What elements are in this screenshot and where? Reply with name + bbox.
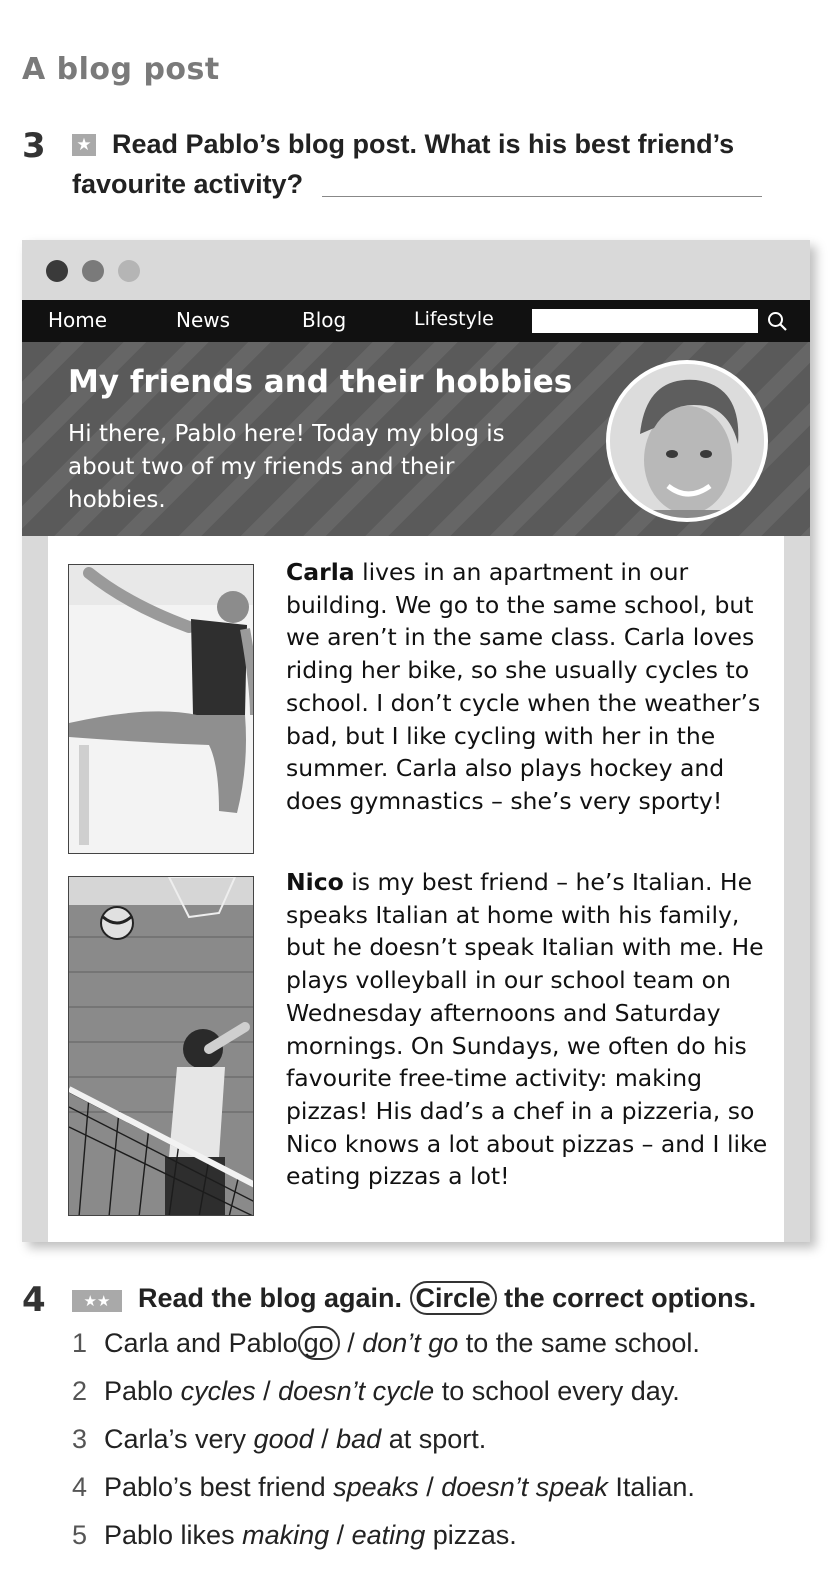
nico-text: is my best friend – he’s Italian. He speaks Italian at home with his family, but he doesn’t speak Italian with me. He plays volleyball in our school team on Wednesday afternoons and Saturday mornings. On Sundays, we often do his favourite free-time activity: making pizzas! His dad’s a chef in a pizzeria, so Nico knows a lot about pizzas – and I like eating pizzas a lot! [286, 868, 768, 1191]
option-text: Italian. [607, 1472, 695, 1502]
option-separator: / [329, 1520, 352, 1550]
exercise-3-question-line-1: Read Pablo’s blog post. What is his best friend’s [112, 129, 735, 159]
nav-news[interactable]: News [176, 308, 231, 332]
blog-title: My friends and their hobbies [68, 364, 573, 400]
option-text: Carla’s very [104, 1424, 254, 1454]
search-icon[interactable] [766, 310, 788, 332]
option-choice[interactable]: eating [351, 1520, 426, 1550]
option-text: at sport. [381, 1424, 487, 1454]
option-text: to school every day. [434, 1376, 680, 1406]
window-dots [46, 260, 140, 282]
nico-name: Nico [286, 868, 344, 896]
blog-header [22, 342, 810, 536]
option-item-5 [72, 1520, 517, 1551]
option-text: pizzas. [425, 1520, 517, 1550]
option-item-4 [72, 1472, 695, 1503]
volleyball-image [69, 877, 254, 1216]
option-item-3 [72, 1424, 486, 1455]
instruction-text: the correct options. [504, 1283, 757, 1313]
option-text: Carla and Pablo [104, 1328, 298, 1358]
option-item-1 [72, 1328, 700, 1359]
option-separator: / [255, 1376, 279, 1406]
blog-intro: Hi there, Pablo here! Today my blog is about two of my friends and their hobbies. [68, 421, 505, 513]
option-separator: / [339, 1328, 363, 1358]
option-choice[interactable]: good [253, 1424, 314, 1454]
volleyball-photo [68, 876, 254, 1216]
carla-name: Carla [286, 558, 355, 586]
window-dot [82, 260, 104, 282]
option-choice[interactable]: bad [336, 1424, 382, 1454]
option-separator: / [418, 1472, 442, 1502]
option-number: 5 [72, 1520, 88, 1550]
gymnast-photo [68, 564, 254, 854]
exercise-3-question-line-2: favourite activity? [72, 169, 304, 199]
option-choice[interactable]: speaks [333, 1472, 419, 1502]
option-choice[interactable]: making [242, 1520, 330, 1550]
exercise-4-instruction [138, 1278, 756, 1318]
stars-icon: ★★ [72, 1290, 122, 1312]
window-dot [118, 260, 140, 282]
avatar [606, 360, 768, 522]
option-choice[interactable]: cycles [180, 1376, 256, 1406]
option-item-2 [72, 1376, 680, 1407]
option-separator: / [313, 1424, 337, 1454]
instruction-text: Read the blog again. [138, 1283, 403, 1313]
option-text: Pablo’s best friend [104, 1472, 334, 1502]
difficulty-stars-3 [72, 134, 96, 156]
window-dot [46, 260, 68, 282]
option-choice[interactable]: don’t go [362, 1328, 459, 1358]
option-number: 1 [72, 1328, 88, 1358]
gymnast-image [69, 565, 254, 854]
option-choice[interactable]: doesn’t speak [441, 1472, 608, 1502]
search-input[interactable] [532, 309, 758, 333]
circle-word: Circle [410, 1281, 497, 1315]
carla-text: lives in an apartment in our building. We go to the same school, but we aren’t in the same class. Carla loves riding her bike, so she usually cycles to school. I don’t cycle when the weather’s bad, but I like cycling with her in the summer. Carla also plays hockey and does gymnastics – she’s very sporty! [286, 558, 761, 815]
option-choice[interactable]: doesn’t cycle [278, 1376, 435, 1406]
option-text: Pablo [104, 1376, 181, 1406]
option-number: 4 [72, 1472, 88, 1502]
section-title: A blog post [22, 52, 220, 87]
option-text: Pablo likes [104, 1520, 243, 1550]
blog-nav-bar [22, 300, 810, 342]
answer-line[interactable] [322, 196, 762, 197]
nav-home[interactable]: Home [48, 308, 108, 332]
option-text: to the same school. [458, 1328, 700, 1358]
nav-blog[interactable]: Blog [302, 308, 347, 332]
star-icon: ★ [72, 134, 96, 156]
carla-paragraph [286, 556, 776, 818]
nav-lifestyle[interactable]: Lifestyle [414, 308, 494, 330]
exercise-3-number: 3 [22, 126, 46, 166]
blog-browser-window [22, 240, 810, 1242]
option-number: 3 [72, 1424, 88, 1454]
nico-paragraph [286, 866, 776, 1193]
boy-portrait-image [610, 364, 764, 518]
exercise-4-number: 4 [22, 1280, 46, 1320]
option-number: 2 [72, 1376, 88, 1406]
blog-content [48, 536, 784, 1242]
difficulty-stars-4 [72, 1290, 122, 1312]
option-choice-circled[interactable]: go [298, 1326, 340, 1360]
